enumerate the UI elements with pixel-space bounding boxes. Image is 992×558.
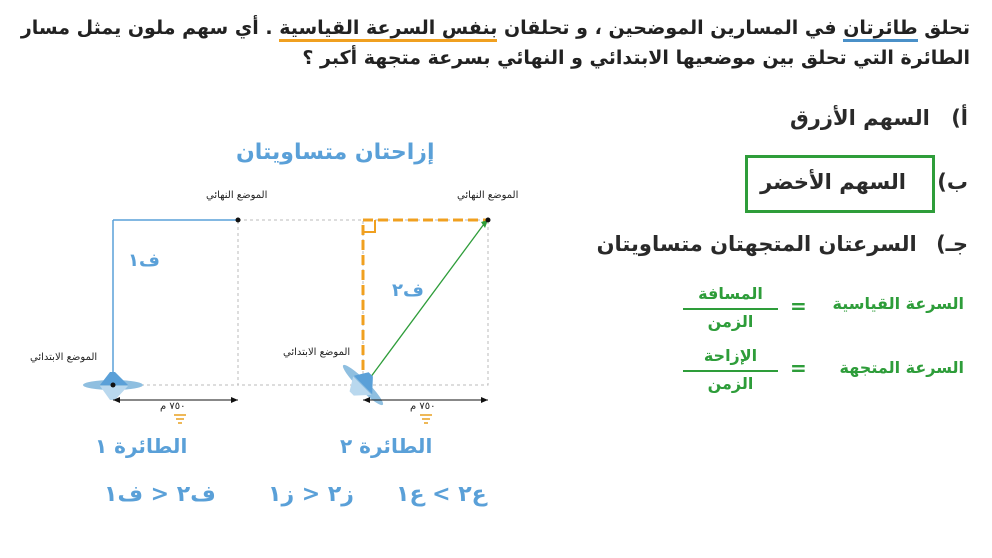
box-2-dashed [238, 220, 363, 385]
initial-position-label-1: الموضع الابتدائي [30, 352, 98, 363]
plane-2-label: الطائرة ٢ [340, 434, 433, 458]
speed-denominator: الزمن [707, 312, 754, 331]
initial-position-label-2: الموضع الابتدائي [283, 347, 351, 358]
highlight-planes: طائرتان [843, 17, 917, 42]
question-line-1 [10, 14, 970, 42]
velocity-numerator: الإزاحة [703, 346, 758, 365]
speed-equals: = [790, 294, 807, 318]
distance-label-2: ٧٥٠ م [410, 401, 436, 412]
option-c-text: السرعتان المتجهتان متساويتان [596, 232, 917, 256]
option-b-text: السهم الأخضر [760, 170, 906, 194]
question-text-c: . أي سهم ملون يمثل مسار [20, 17, 280, 39]
final-position-label-2: الموضع النهائي [457, 190, 519, 201]
plane-1-label: الطائرة ١ [95, 434, 188, 458]
time-relation: ز٢ < ز١ [268, 482, 354, 507]
distance-relation: ف٢ < ف١ [104, 482, 216, 507]
speed-fraction-line [683, 308, 778, 310]
question-text-b: في المسارين الموضحين ، و تحلقان [497, 17, 844, 39]
right-angle-mark [363, 220, 375, 232]
ground-mark-1 [174, 415, 186, 423]
question-text-a: تحلق [917, 17, 970, 39]
question-line-2: الطائرة التي تحلق بين موضعيها الابتدائي و النهائي بسرعة متجهة أكبر ؟ [302, 47, 970, 69]
displacement-label-f2: ف٢ [392, 280, 424, 301]
option-c-letter: جـ) [936, 232, 968, 256]
speed-numerator: المسافة [698, 284, 763, 303]
option-a[interactable] [790, 106, 968, 130]
displacement-label-f1: ف١ [128, 250, 160, 271]
final-point-1 [236, 218, 241, 223]
velocity-label: السرعة المتجهة [839, 358, 964, 377]
option-b-letter: ب) [937, 170, 968, 194]
option-b[interactable] [760, 170, 968, 194]
plane-1-icon [83, 372, 143, 400]
option-c[interactable] [597, 232, 968, 256]
final-point-2 [486, 218, 491, 223]
diagram-title: إزاحتان متساويتان [236, 140, 435, 165]
option-a-letter: أ) [951, 106, 968, 130]
velocity-denominator: الزمن [707, 374, 754, 393]
distance-label-1: ٧٥٠ م [160, 401, 186, 412]
velocity-relation: ع٢ > ع١ [396, 482, 487, 507]
option-a-text: السهم الأزرق [790, 106, 930, 130]
velocity-equals: = [790, 356, 807, 380]
velocity-fraction-line [683, 370, 778, 372]
ground-mark-2 [420, 415, 432, 423]
speed-label: السرعة القياسية [832, 294, 964, 313]
final-position-label-1: الموضع النهائي [206, 190, 268, 201]
box-1-dashed [113, 220, 238, 385]
highlight-speed: بنفس السرعة القياسية [279, 17, 497, 42]
green-displacement-arrow [370, 224, 484, 378]
